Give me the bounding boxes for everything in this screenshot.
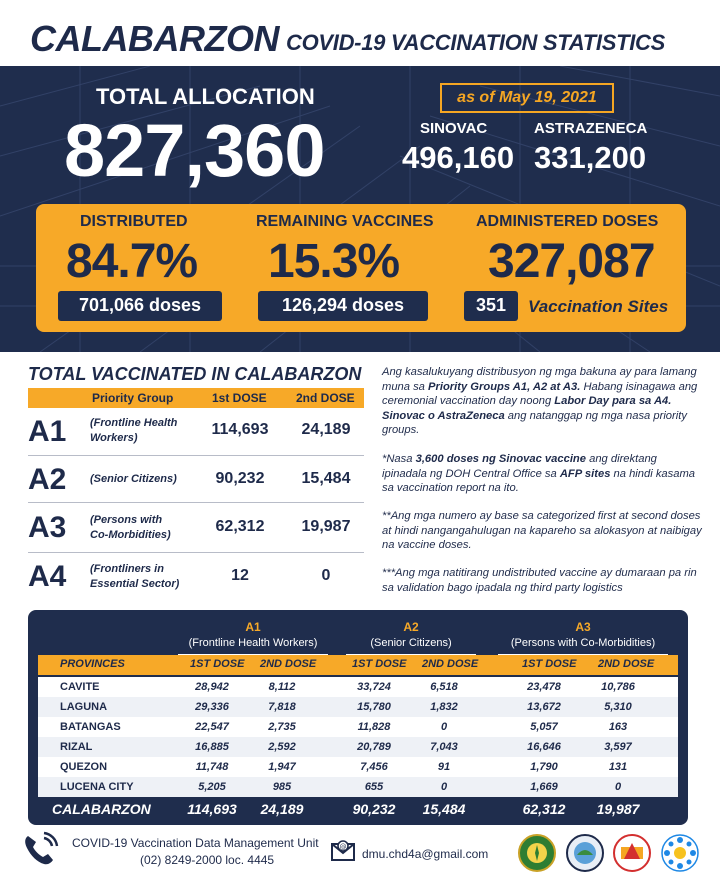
footer-phone: (02) 8249-2000 loc. 4445 [140, 853, 275, 867]
priority-code: A4 [28, 560, 67, 593]
second-dose-value: 15,484 [301, 470, 351, 487]
email-icon [330, 838, 356, 864]
group-a2-name: (Senior Citizens) [370, 637, 452, 649]
header-a1-second-dose: 2ND DOSE [260, 658, 317, 670]
total-allocation-label: TOTAL ALLOCATION [96, 84, 315, 109]
province-cell: 1,669 [530, 781, 558, 793]
first-dose-value: 12 [231, 567, 249, 584]
vaccinated-table-header [28, 388, 364, 408]
sinovac-label: SINOVAC [420, 120, 488, 137]
header-a3-first-dose: 1ST DOSE [522, 658, 577, 670]
province-cell: 13,672 [527, 701, 561, 713]
administered-label: ADMINISTERED DOSES [476, 213, 659, 230]
astrazeneca-label: ASTRAZENECA [534, 120, 648, 137]
regional-seal-icon [565, 833, 605, 873]
province-cell: 5,205 [198, 781, 226, 793]
province-cell: 1,832 [430, 701, 458, 713]
province-total-row [38, 799, 678, 821]
province-cell: 5,310 [604, 701, 632, 713]
province-cell: 10,786 [601, 681, 635, 693]
province-name: LUCENA CITY [60, 781, 134, 793]
province-cell: 0 [440, 781, 448, 793]
province-cell: 655 [364, 781, 384, 793]
page-title: CALABARZON [30, 18, 279, 59]
remaining-percent: 15.3% [268, 235, 400, 288]
province-name: RIZAL [60, 741, 93, 753]
first-dose-value: 90,232 [215, 470, 265, 487]
administered-value: 327,087 [488, 235, 655, 288]
header-a1-first-dose: 1ST DOSE [190, 658, 245, 670]
province-cell: 91 [437, 761, 451, 773]
province-cell: 1,947 [268, 761, 296, 773]
note-categorized-doses: **Ang mga numero ay base sa categorized first at second doses at hindi nangangahulugan na kapareho sa alokasyon at naibigay na vaccine doses. [382, 510, 702, 551]
doh-seal-icon [517, 833, 557, 873]
vaccinated-row-a3 [28, 503, 364, 553]
priority-desc: (Frontline Health Workers) [90, 417, 178, 444]
province-cell: 20,789 [357, 741, 391, 753]
second-dose-value: 24,189 [301, 421, 351, 438]
province-cell: 16,646 [527, 741, 561, 753]
province-cell: 1,790 [530, 761, 558, 773]
second-dose-value: 0 [321, 567, 331, 584]
health-program-logo-icon [612, 833, 652, 873]
header-a2-first-dose: 1ST DOSE [352, 658, 407, 670]
province-name: LAGUNA [60, 701, 108, 713]
priority-code: A1 [28, 415, 67, 448]
header-priority-group: Priority Group [92, 391, 174, 405]
header-a2-second-dose: 2ND DOSE [422, 658, 479, 670]
total-cell: 114,693 [187, 801, 237, 817]
astrazeneca-value: 331,200 [534, 140, 647, 175]
province-cell: 5,057 [530, 721, 558, 733]
province-row [38, 697, 678, 717]
second-dose-value: 19,987 [301, 518, 351, 535]
province-cell: 2,592 [268, 741, 296, 753]
footer-unit-name: COVID-19 Vaccination Data Management Unit [72, 836, 319, 850]
province-cell: 29,336 [195, 701, 229, 713]
province-cell: 3,597 [604, 741, 632, 753]
header-second-dose: 2nd DOSE [296, 391, 355, 405]
province-row [38, 677, 678, 697]
priority-desc: (Persons with Co-Morbidities) [90, 514, 171, 541]
priority-code: A3 [28, 511, 67, 544]
province-name: CAVITE [60, 681, 100, 693]
first-dose-value: 114,693 [211, 421, 269, 438]
province-cell: 131 [608, 761, 628, 773]
note-distribution: Ang kasalukuyang distribusyon ng mga bakuna ay para lamang muna sa Priority Groups A1, A2 at A3. Habang isinagawa ang ceremonial vaccination day noong Labor Day para sa A4. Sinovac o AstraZeneca ang natanggap ng mga nasa priority groups. [382, 366, 698, 436]
province-cell: 28,942 [195, 681, 229, 693]
as-of-date: as of May 19, 2021 [440, 83, 614, 113]
page-subtitle: COVID-19 VACCINATION STATISTICS [286, 30, 665, 55]
vaccination-sites-count: 351 [464, 291, 518, 321]
vaccinated-row-a2 [28, 456, 364, 503]
group-a3-code: A3 [575, 620, 591, 634]
total-cell: 24,189 [260, 801, 304, 817]
province-cell: 7,456 [360, 761, 388, 773]
header-provinces: PROVINCES [60, 658, 125, 670]
province-cell: 16,885 [195, 741, 229, 753]
group-a3-name: (Persons with Co-Morbidities) [510, 637, 656, 649]
footer-email[interactable]: dmu.chd4a@gmail.com [362, 847, 489, 861]
distributed-percent: 84.7% [66, 235, 198, 288]
vaccinated-row-a1 [28, 408, 364, 456]
province-cell: 11,828 [357, 721, 391, 733]
province-row [38, 737, 678, 757]
province-cell: 33,724 [357, 681, 391, 693]
province-cell: 985 [272, 781, 292, 793]
province-cell: 11,748 [195, 761, 229, 773]
total-allocation-value: 827,360 [64, 109, 325, 192]
group-a1-name: (Frontline Health Workers) [188, 637, 318, 649]
province-cell: 163 [608, 721, 628, 733]
vaccine-program-logo-icon [660, 833, 700, 873]
total-cell: 62,312 [522, 801, 566, 817]
group-a1-code: A1 [245, 620, 261, 634]
province-cell: 0 [614, 781, 622, 793]
province-cell: 6,518 [430, 681, 458, 693]
total-cell: 15,484 [422, 801, 466, 817]
sinovac-value: 496,160 [402, 140, 515, 175]
priority-desc: (Senior Citizens) [90, 473, 177, 485]
note-undistributed: ***Ang mga natitirang undistributed vaccine ay dumaraan pa rin sa validation bago ipadala ng third party logistics [382, 567, 697, 594]
total-cell: 90,232 [352, 801, 396, 817]
province-cell: 15,780 [357, 701, 391, 713]
remaining-doses: 126,294 doses [258, 291, 428, 321]
priority-code: A2 [28, 463, 67, 496]
note-sinovac-afp: *Nasa 3,600 doses ng Sinovac vaccine ang direktang ipinadala ng DOH Central Office sa AFP sites na hindi kasama sa vaccination report na ito. [382, 453, 696, 494]
vaccinated-table-title: TOTAL VACCINATED IN CALABARZON [28, 364, 362, 384]
province-cell: 7,818 [268, 701, 296, 713]
province-row [38, 757, 678, 777]
svg-text:@: @ [339, 843, 347, 851]
group-a2-code: A2 [403, 620, 419, 634]
header-first-dose: 1st DOSE [212, 391, 267, 405]
province-cell: 0 [440, 721, 448, 733]
province-cell: 22,547 [195, 721, 229, 733]
phone-icon [20, 830, 60, 870]
province-row [38, 777, 678, 797]
distributed-doses: 701,066 doses [58, 291, 222, 321]
remaining-label: REMAINING VACCINES [256, 213, 434, 230]
province-cell: 23,478 [527, 681, 561, 693]
distributed-label: DISTRIBUTED [80, 213, 188, 230]
vaccinated-row-a4 [28, 553, 364, 599]
province-name: BATANGAS [60, 721, 121, 733]
province-cell: 2,735 [268, 721, 296, 733]
priority-desc: (Frontliners in Essential Sector) [90, 563, 180, 590]
vaccination-sites-label: Vaccination Sites [528, 297, 669, 316]
header-a3-second-dose: 2ND DOSE [598, 658, 655, 670]
total-cell: 19,987 [596, 801, 640, 817]
first-dose-value: 62,312 [215, 518, 265, 535]
province-name: QUEZON [60, 761, 108, 773]
province-cell: 7,043 [430, 741, 458, 753]
total-row-label: CALABARZON [52, 801, 151, 817]
province-row [38, 717, 678, 737]
province-cell: 8,112 [268, 681, 296, 693]
